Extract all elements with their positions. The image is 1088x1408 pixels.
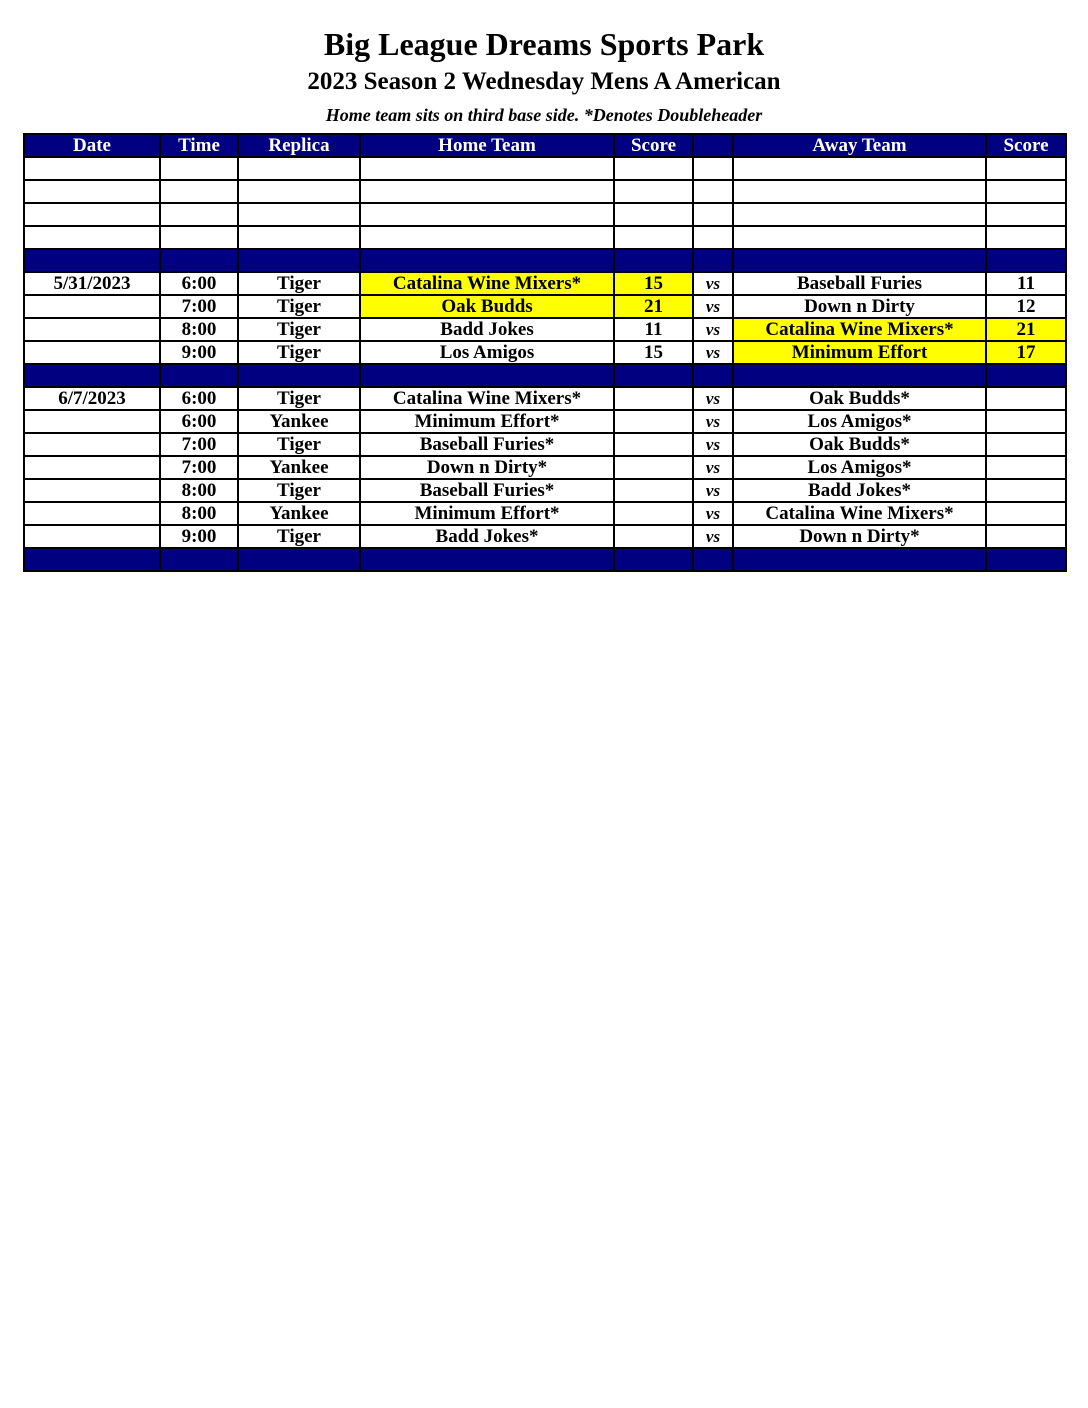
away-score — [986, 433, 1066, 456]
game-replica: Tiger — [238, 479, 360, 502]
game-time: 6:00 — [160, 410, 238, 433]
away-team: Down n Dirty* — [733, 525, 986, 548]
separator-row — [24, 548, 1066, 571]
col-header-replica: Replica — [238, 134, 360, 157]
away-team: Catalina Wine Mixers* — [733, 318, 986, 341]
home-score: 11 — [614, 318, 693, 341]
game-replica: Yankee — [238, 456, 360, 479]
home-score — [614, 456, 693, 479]
empty-row — [24, 157, 1066, 180]
table-header-row — [24, 134, 1066, 157]
home-score: 21 — [614, 295, 693, 318]
game-replica: Tiger — [238, 387, 360, 410]
vs-label: vs — [693, 318, 733, 341]
away-score — [986, 525, 1066, 548]
home-score — [614, 387, 693, 410]
col-header-time: Time — [160, 134, 238, 157]
game-time: 9:00 — [160, 341, 238, 364]
away-team: Oak Budds* — [733, 387, 986, 410]
vs-label: vs — [693, 341, 733, 364]
col-header-home-team: Home Team — [360, 134, 614, 157]
away-team: Baseball Furies — [733, 272, 986, 295]
home-score — [614, 525, 693, 548]
home-team: Oak Budds — [360, 295, 614, 318]
away-team: Oak Budds* — [733, 433, 986, 456]
game-replica: Tiger — [238, 295, 360, 318]
vs-label: vs — [693, 433, 733, 456]
game-replica: Tiger — [238, 272, 360, 295]
game-row — [24, 479, 1066, 502]
game-replica: Tiger — [238, 341, 360, 364]
game-replica: Yankee — [238, 410, 360, 433]
home-team: Baseball Furies* — [360, 433, 614, 456]
away-score: 12 — [986, 295, 1066, 318]
game-row — [24, 341, 1066, 364]
away-team: Los Amigos* — [733, 456, 986, 479]
game-row — [24, 502, 1066, 525]
home-score — [614, 433, 693, 456]
game-time: 9:00 — [160, 525, 238, 548]
home-score: 15 — [614, 341, 693, 364]
away-team: Minimum Effort — [733, 341, 986, 364]
game-date — [24, 502, 160, 525]
game-time: 8:00 — [160, 479, 238, 502]
game-replica: Tiger — [238, 433, 360, 456]
game-date: 6/7/2023 — [24, 387, 160, 410]
home-team: Baseball Furies* — [360, 479, 614, 502]
game-row — [24, 387, 1066, 410]
game-date — [24, 318, 160, 341]
game-date: 5/31/2023 — [24, 272, 160, 295]
game-time: 7:00 — [160, 295, 238, 318]
col-header-date: Date — [24, 134, 160, 157]
game-time: 8:00 — [160, 318, 238, 341]
schedule-table — [23, 133, 1067, 572]
game-date — [24, 295, 160, 318]
col-header-vs — [693, 134, 733, 157]
game-date — [24, 433, 160, 456]
game-date — [24, 479, 160, 502]
game-date — [24, 410, 160, 433]
game-replica: Yankee — [238, 502, 360, 525]
away-score — [986, 456, 1066, 479]
game-date — [24, 341, 160, 364]
away-score: 17 — [986, 341, 1066, 364]
game-time: 6:00 — [160, 387, 238, 410]
home-score: 15 — [614, 272, 693, 295]
page-subtitle: 2023 Season 2 Wednesday Mens A American — [307, 68, 781, 95]
away-team: Down n Dirty — [733, 295, 986, 318]
home-score — [614, 479, 693, 502]
col-header-home-score: Score — [614, 134, 693, 157]
vs-label: vs — [693, 295, 733, 318]
home-score — [614, 410, 693, 433]
home-team: Down n Dirty* — [360, 456, 614, 479]
separator-row — [24, 364, 1066, 387]
game-time: 7:00 — [160, 433, 238, 456]
game-time: 8:00 — [160, 502, 238, 525]
game-row — [24, 295, 1066, 318]
home-team: Catalina Wine Mixers* — [360, 272, 614, 295]
vs-label: vs — [693, 502, 733, 525]
away-score — [986, 502, 1066, 525]
home-team: Minimum Effort* — [360, 502, 614, 525]
page-title: Big League Dreams Sports Park — [323, 26, 765, 62]
game-row — [24, 456, 1066, 479]
game-row — [24, 525, 1066, 548]
game-date — [24, 456, 160, 479]
game-replica: Tiger — [238, 525, 360, 548]
empty-row — [24, 226, 1066, 249]
game-time: 6:00 — [160, 272, 238, 295]
away-score: 11 — [986, 272, 1066, 295]
empty-row — [24, 180, 1066, 203]
vs-label: vs — [693, 272, 733, 295]
game-date — [24, 525, 160, 548]
game-row — [24, 272, 1066, 295]
vs-label: vs — [693, 456, 733, 479]
doubleheader-note: Home team sits on third base side. *Denotes Doubleheader — [325, 105, 763, 125]
game-time: 7:00 — [160, 456, 238, 479]
game-row — [24, 410, 1066, 433]
away-team: Badd Jokes* — [733, 479, 986, 502]
vs-label: vs — [693, 410, 733, 433]
away-score — [986, 479, 1066, 502]
home-team: Catalina Wine Mixers* — [360, 387, 614, 410]
away-team: Catalina Wine Mixers* — [733, 502, 986, 525]
vs-label: vs — [693, 525, 733, 548]
game-replica: Tiger — [238, 318, 360, 341]
col-header-away-team: Away Team — [733, 134, 986, 157]
home-team: Minimum Effort* — [360, 410, 614, 433]
separator-row — [24, 249, 1066, 272]
home-team: Badd Jokes — [360, 318, 614, 341]
game-row — [24, 433, 1066, 456]
home-team: Badd Jokes* — [360, 525, 614, 548]
away-score — [986, 410, 1066, 433]
away-team: Los Amigos* — [733, 410, 986, 433]
home-team: Los Amigos — [360, 341, 614, 364]
empty-row — [24, 203, 1066, 226]
col-header-away-score: Score — [986, 134, 1066, 157]
vs-label: vs — [693, 479, 733, 502]
vs-label: vs — [693, 387, 733, 410]
game-row — [24, 318, 1066, 341]
away-score — [986, 387, 1066, 410]
away-score: 21 — [986, 318, 1066, 341]
home-score — [614, 502, 693, 525]
